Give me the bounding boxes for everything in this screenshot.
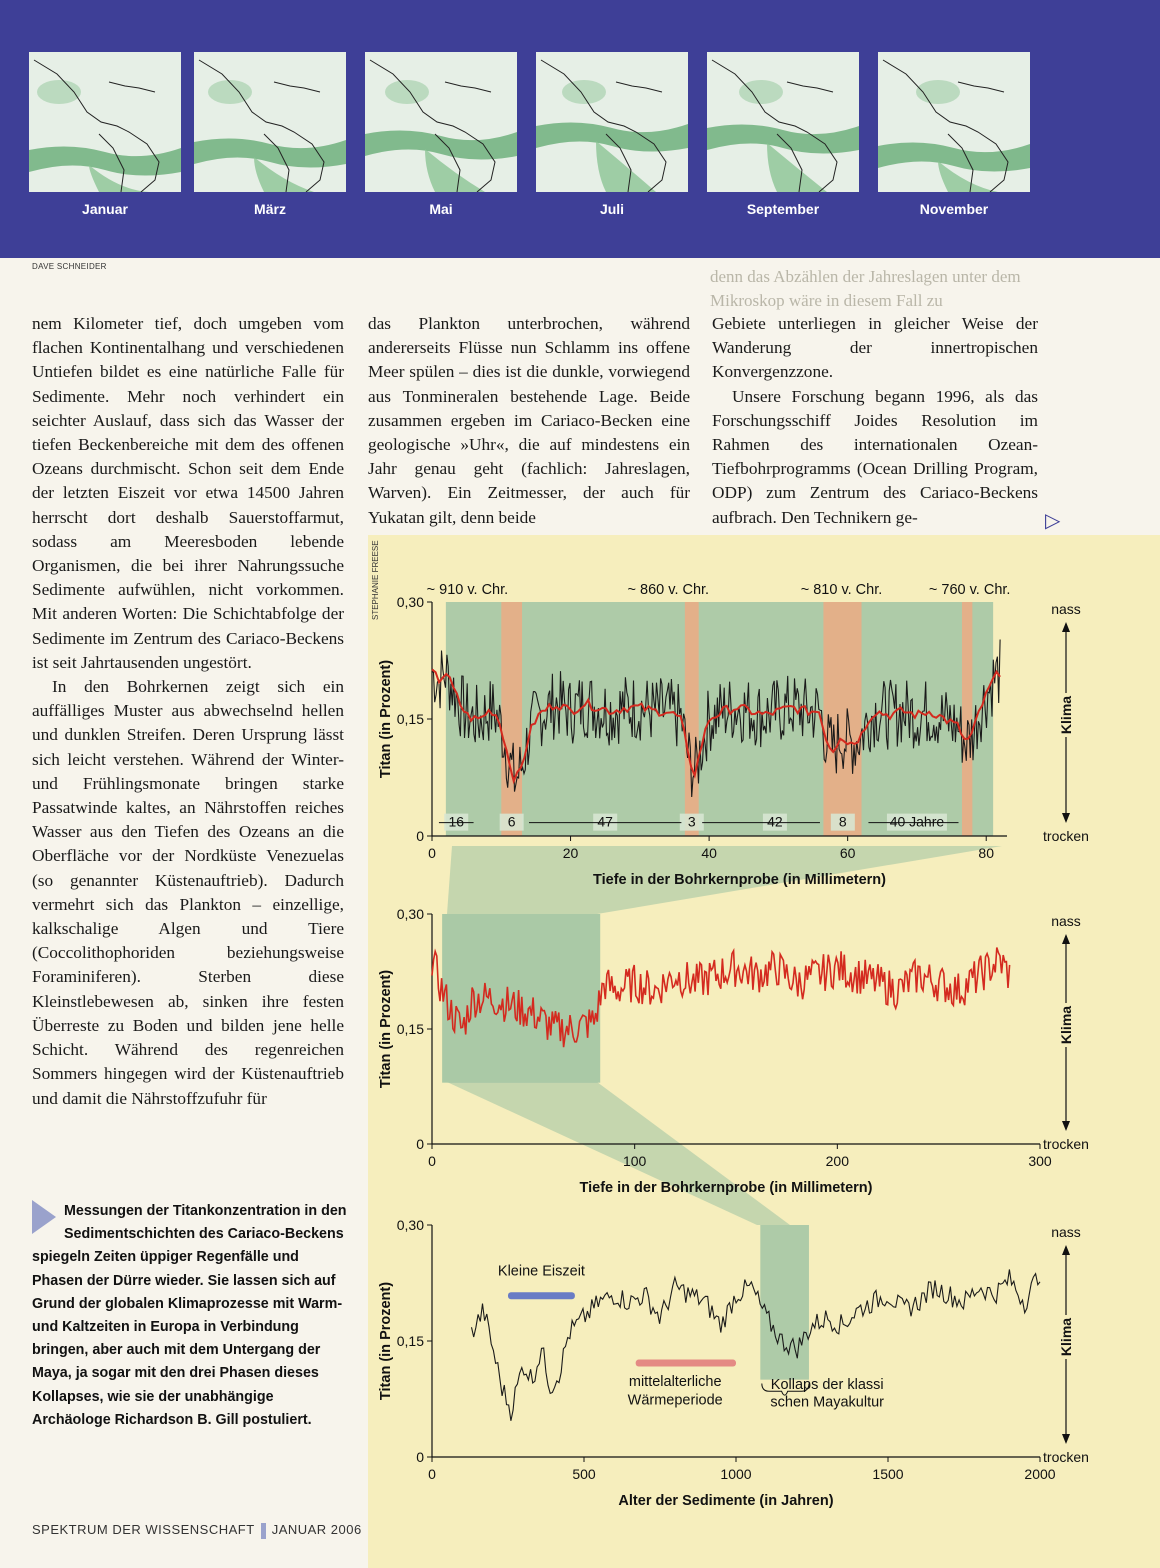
arrow-up-icon (1062, 934, 1070, 944)
drought-band (501, 602, 522, 836)
period-label: ~ 910 v. Chr. (426, 582, 509, 598)
y-tick-label: 0,15 (396, 1021, 424, 1037)
paragraph: Gebiete unterliegen in gleicher Weise der Wanderung der innertropischen Konvergenzzone. (712, 314, 1038, 382)
little-ice-age-label: Kleine Eiszeit (497, 1263, 585, 1280)
period-label: ~ 760 v. Chr. (928, 582, 1011, 598)
map-label-july: Juli (599, 201, 625, 217)
x-tick-label: 1000 (720, 1466, 752, 1482)
page-footer (32, 1522, 362, 1539)
x-axis-label: Tiefe in der Bohrkernprobe (in Millimetern) (579, 1180, 873, 1196)
magazine-name: SPEKTRUM DER WISSENSCHAFT (32, 1522, 255, 1537)
footer-divider (261, 1523, 266, 1539)
x-tick-label: 300 (1028, 1153, 1052, 1169)
x-tick-label: 500 (572, 1466, 596, 1482)
x-tick-label: 100 (622, 1153, 647, 1169)
medieval-warm-bar (636, 1360, 736, 1367)
collapse-label: Kollaps der klassi (770, 1376, 884, 1393)
climate-label: Klima (1058, 1005, 1074, 1045)
banner-credit: DAVE SCHNEIDER (32, 262, 107, 271)
climate-label: Klima (1058, 695, 1074, 735)
x-tick-label: 60 (839, 845, 856, 861)
arrow-down-icon (1062, 1121, 1070, 1131)
medieval-warm-label: mittelalterliche (628, 1373, 722, 1390)
x-tick-label: 2000 (1024, 1466, 1056, 1482)
y-tick-label: 0,30 (396, 1217, 424, 1233)
y-axis-label: Titan (in Prozent) (378, 1281, 394, 1401)
interval-label: 47 (597, 813, 613, 830)
zoom-connector (447, 1082, 790, 1225)
medieval-warm-label: Wärmeperiode (627, 1392, 723, 1409)
issue-date: JANUAR 2006 (271, 1522, 362, 1537)
x-tick-label: 200 (825, 1153, 850, 1169)
y-axis-label: Titan (in Prozent) (378, 969, 394, 1089)
dry-label: trocken (1043, 1136, 1089, 1152)
x-tick-label: 1500 (872, 1466, 904, 1482)
collapse-label: schen Mayakultur (770, 1394, 885, 1411)
y-tick-label: 0,15 (396, 1333, 424, 1349)
arrow-up-icon (1062, 622, 1070, 632)
x-axis-label: Alter der Sedimente (in Jahren) (618, 1493, 834, 1509)
interval-label: 16 (448, 813, 465, 830)
y-tick-label: 0 (416, 1449, 424, 1465)
interval-label: 6 (507, 813, 516, 830)
interval-label: 3 (687, 813, 696, 830)
period-label: ~ 860 v. Chr. (627, 582, 710, 598)
wet-label: nass (1051, 913, 1081, 929)
y-axis-label: Titan (in Prozent) (378, 659, 394, 779)
collapse-band (760, 1225, 809, 1380)
y-tick-label: 0,30 (396, 594, 424, 610)
y-tick-label: 0 (416, 1136, 424, 1152)
map-label-september: September (746, 201, 820, 217)
interval-label: 40 Jahre (889, 813, 945, 830)
x-tick-label: 40 (701, 845, 717, 861)
paragraph: Unsere Forschung begann 1996, als das Forschungsschiff Joides Resolution im Rahmen des internationalen Ozean-Tiefbohrprogramms (Ocean Drilling Program, ODP) zum Zentrum des Cariaco-Beckens aufbrach. Den Technikern ge- (712, 386, 1038, 527)
y-tick-label: 0 (416, 828, 424, 844)
faded-text-line: denn das Abzählen der Jahreslagen unter dem Mikroskop wäre in diesem Fall zu (710, 267, 1021, 310)
x-tick-label: 0 (428, 1466, 436, 1482)
figure-caption (32, 1200, 350, 1432)
caption-triangle-icon (32, 1200, 56, 1234)
dry-label: trocken (1043, 1449, 1089, 1465)
y-tick-label: 0,15 (396, 711, 424, 727)
x-axis-label: Tiefe in der Bohrkernprobe (in Millimetern) (593, 872, 886, 888)
wet-label: nass (1051, 1224, 1081, 1240)
map-label-november: November (919, 201, 989, 217)
paragraph: In den Bohrkernen zeigt sich ein auffälliges Muster aus abwechselnd hellen und dunklen Streifen. Deren Ursprung lässt sich leicht verstehen. Während der Winter- und Frühlingsmonate bringen starke Passatwinde kaltes, an Nährstoffen reiches Wasser aus den Tiefen des Ozeans an die Oberfläche vor der Nordküste Venezuelas (so genannter Küstenauftrieb). Dadurch vermehrt sich das Plankton – einzellige, kalkschalige Algen und Tiere (Coccolithophoriden beziehungsweise Foraminiferen). Sterben diese Kleinstlebewesen ab, sinken ihre festen Überreste zu Boden und bilden jene helle Schicht. Während des regenreichen Sommers hingegen wird der Küstenauftrieb und damit die Nährstoffzufuhr für (32, 677, 344, 1108)
paragraph: nem Kilometer tief, doch umgeben vom flachen Kontinentalhang und verschiedenen Untiefen bildet es eine natürliche Falle für Sedimente. Mehr noch verhindert ein seichter Auslauf, dass sich das Wasser der tiefen Beckenbereiche mit dem des offenen Ozeans durchmischt. Schon seit dem Ende der letzten Eiszeit vor etwa 14500 Jahren herrscht dort deshalb Sauerstoffarmut, sodass am Meeresboden lebende Organismen, die bei ihrer Nahrungssuche Sedimente aufwühlen, nicht vorkommen. Mit anderen Worten: Die Schichtabfolge der Sedimente im Zentrum des Cariaco-Beckens ist seit Jahrtausenden ungestört. (32, 314, 344, 672)
x-tick-label: 0 (428, 1153, 436, 1169)
x-tick-label: 80 (978, 845, 995, 861)
x-tick-label: 0 (428, 845, 436, 861)
map-label-march: März (254, 201, 286, 217)
map-label-may: Mai (429, 201, 453, 217)
little-ice-age-bar (508, 1292, 575, 1299)
arrow-up-icon (1062, 1245, 1070, 1255)
climate-label: Klima (1058, 1317, 1074, 1357)
interval-label: 42 (767, 813, 783, 830)
x-tick-label: 20 (562, 845, 579, 861)
caption-text: Messungen der Titankonzentration in den Sedimentschichten des Cariaco-Beckens spiegeln Zeiten üppiger Regenfälle und Phasen der Dürre wieder. Sie lassen sich auf Grund der globalen Klimaprozesse mit Warm- und Kaltzeiten in Europa in Verbindung bringen, aber auch mit dem Untergang der Maya, ja sogar mit den drei Phasen dieses Kollapses, wie sie der unabhängige Archäologe Richardson B. Gill postuliert. (32, 1203, 347, 1428)
drought-band (685, 602, 699, 836)
wet-label: nass (1051, 601, 1081, 617)
interval-label: 8 (838, 813, 847, 830)
arrow-down-icon (1062, 813, 1070, 823)
y-tick-label: 0,30 (396, 906, 424, 922)
period-label: ~ 810 v. Chr. (800, 582, 883, 598)
paragraph: das Plankton unterbrochen, während andererseits Flüsse nun Schlamm ins offene Meer spülen – dies ist die dunkle, vorwiegend aus Tonmineralen bestehende Lage. Beide zusammen ergeben im Cariaco-Becken eine geologische »Uhr«, die auf mindestens ein Jahr genau geht (fachlich: Jahreslagen, Warven). Ein Zeitmesser, der auch für Yukatan gilt, denn beide (368, 314, 690, 527)
map-label-january: Januar (82, 201, 128, 217)
titanium-series-line (472, 1269, 1041, 1420)
drought-band (962, 602, 972, 836)
arrow-down-icon (1062, 1434, 1070, 1444)
dry-label: trocken (1043, 828, 1089, 844)
continue-arrow-icon: ▷ (1045, 508, 1061, 532)
figure-credit: STEPHANIE FREESE (371, 540, 380, 620)
